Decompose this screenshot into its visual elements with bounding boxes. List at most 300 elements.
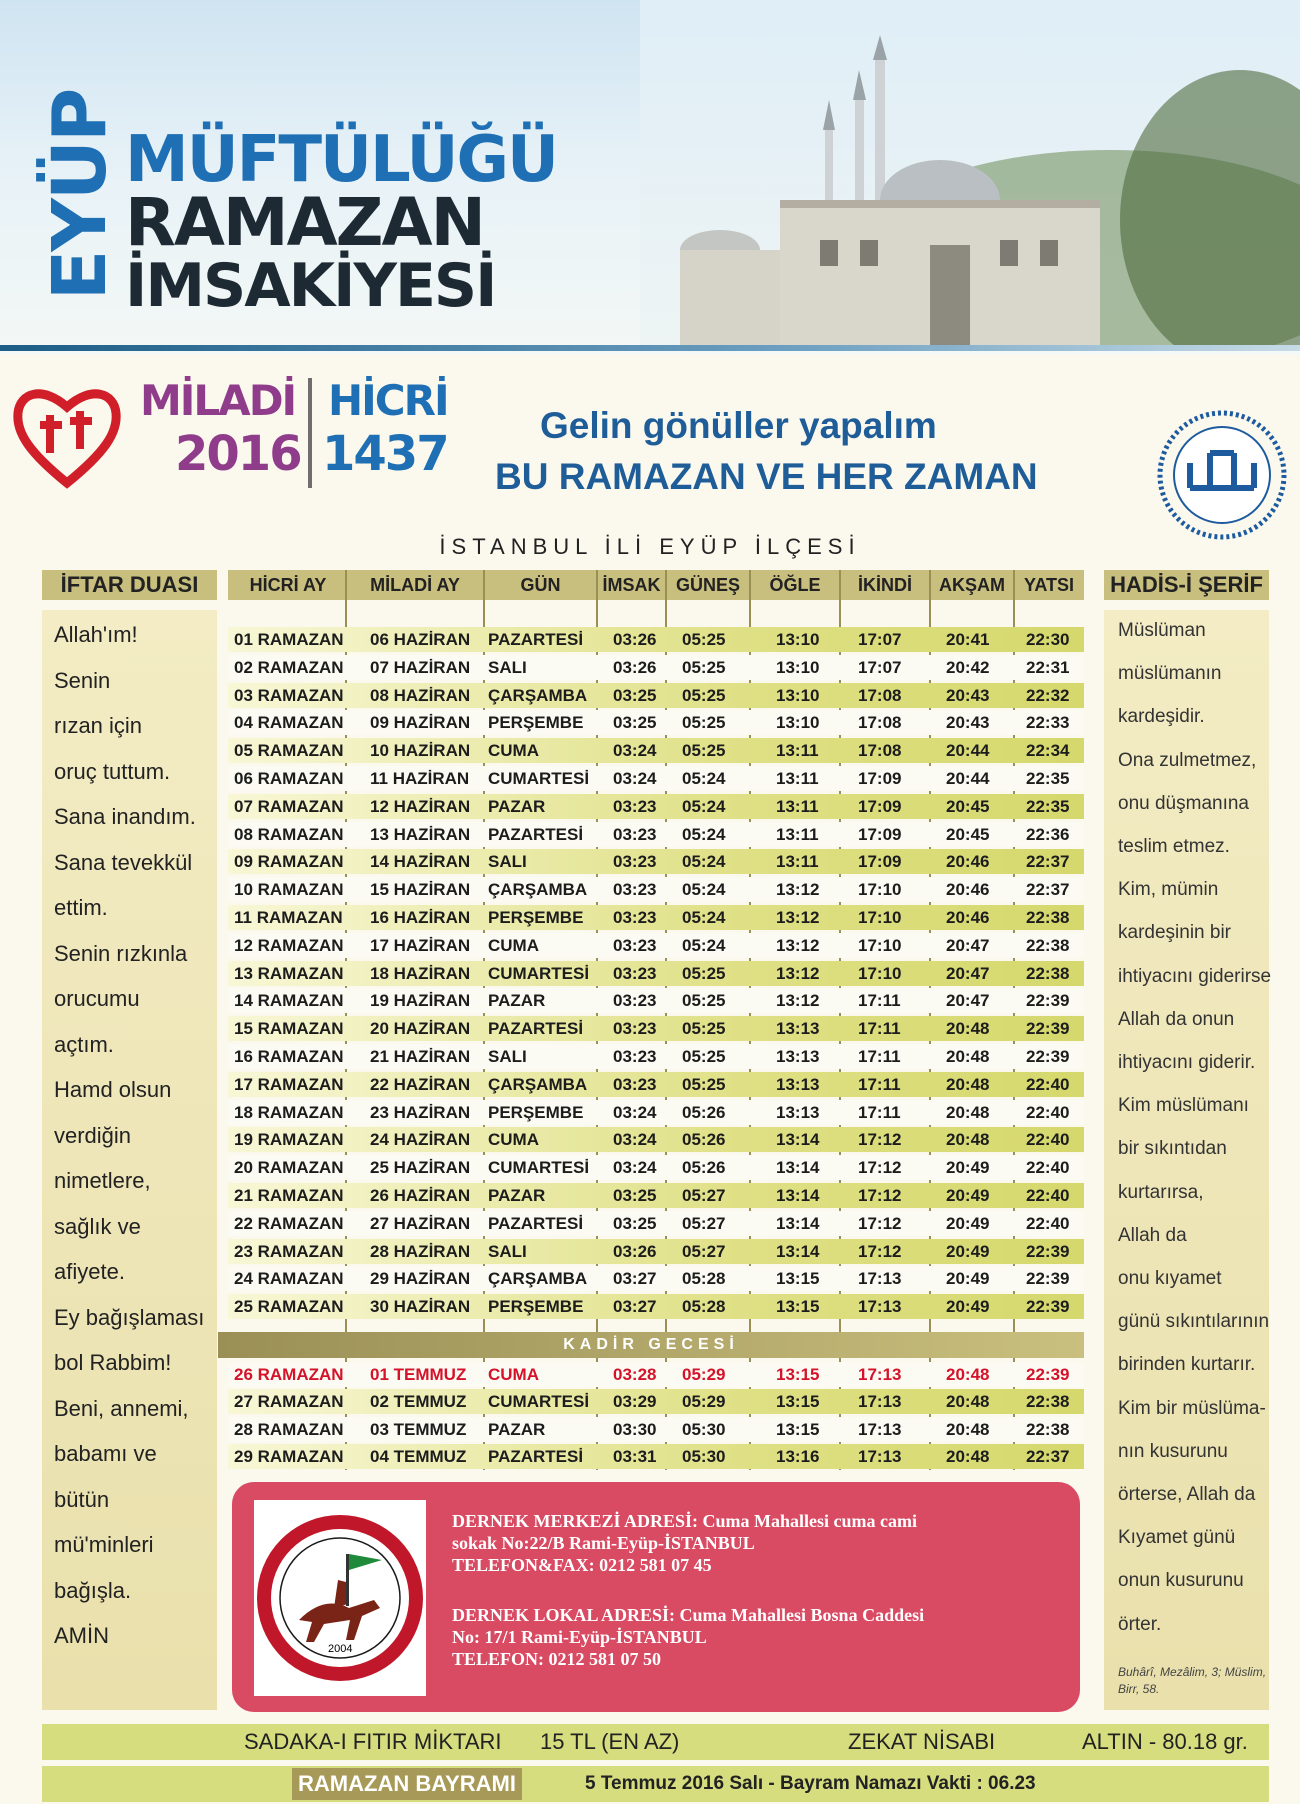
- table-cell: 03:26: [613, 657, 657, 677]
- table-cell: 03:29: [613, 1392, 657, 1412]
- table-cell: 17:09: [858, 796, 902, 816]
- table-row: [228, 1155, 1084, 1180]
- table-cell: 22:32: [1026, 685, 1070, 705]
- bayram-value: 5 Temmuz 2016 Salı - Bayram Namazı Vakti : 06.23: [585, 1773, 1036, 1794]
- table-cell: 17:07: [858, 630, 902, 649]
- info-line2: sokak No:22/B Rami-Eyüp-İSTANBUL: [452, 1533, 755, 1553]
- table-row: [228, 905, 1084, 930]
- table-cell: 05:24: [682, 935, 726, 955]
- table-cell: 03:25: [613, 713, 657, 733]
- table-cell: 03:23: [613, 796, 657, 816]
- table-cell: 13:12: [776, 880, 820, 900]
- title-muftulugu: MÜFTÜLÜĞÜ: [125, 123, 557, 197]
- table-cell: 20 RAMAZAN: [234, 1158, 344, 1178]
- iftar-duasi-line: Allah'ım!: [54, 622, 138, 647]
- table-cell: 17 HAZİRAN: [370, 935, 471, 955]
- table-cell: 22 HAZİRAN: [370, 1074, 471, 1094]
- page-subtitle: İSTANBUL İLİ EYÜP İLÇESİ: [439, 534, 861, 559]
- hadis-line: günü sıkıntılarının: [1118, 1311, 1270, 1333]
- table-cell: 03:28: [613, 1365, 657, 1384]
- table-cell: SALI: [488, 657, 527, 677]
- table-cell: 03:30: [613, 1419, 657, 1439]
- table-cell: 05:27: [682, 1213, 726, 1233]
- iftar-duasi-line: Hamd olsun: [54, 1077, 172, 1102]
- table-cell: 13:13: [776, 1047, 820, 1066]
- table-cell: 05:28: [682, 1269, 726, 1289]
- table-cell: 01 TEMMUZ: [370, 1365, 467, 1384]
- table-cell: ÇARŞAMBA: [488, 1074, 588, 1094]
- iftar-duasi-line: rızan için: [54, 713, 143, 738]
- table-cell: 29 HAZİRAN: [370, 1269, 471, 1289]
- table-cell: 14 HAZİRAN: [370, 852, 471, 872]
- mosque-illustration: [640, 0, 1300, 350]
- table-cell: 03:23: [613, 824, 657, 844]
- table-cell: 13:15: [776, 1365, 820, 1384]
- hadis-line: kurtarırsa,: [1118, 1181, 1204, 1203]
- title-eyup: EYÜP: [37, 89, 123, 301]
- table-cell: SALI: [488, 852, 527, 872]
- table-cell: 17:10: [858, 908, 902, 927]
- table-row: [228, 1183, 1084, 1208]
- slogan-line1: Gelin gönüller yapalım: [540, 405, 937, 446]
- table-cell: 20:49: [946, 1297, 990, 1317]
- table-cell: 13:11: [776, 824, 819, 844]
- table-cell: 03:23: [613, 880, 657, 900]
- table-cell: 22:39: [1026, 1019, 1070, 1039]
- table-cell: 22:37: [1026, 880, 1070, 900]
- table-cell: 20:48: [946, 1419, 990, 1439]
- table-cell: 03:23: [613, 991, 657, 1011]
- table-row: [228, 1100, 1084, 1125]
- table-cell: 16 HAZİRAN: [370, 908, 471, 927]
- table-cell: 20 HAZİRAN: [370, 1019, 471, 1039]
- table-row: [228, 1239, 1084, 1264]
- table-cell: PAZAR: [488, 796, 546, 816]
- table-cell: CUMARTESİ: [488, 963, 590, 983]
- iftar-duasi-line: sağlık ve: [54, 1213, 141, 1239]
- table-cell: 03:27: [613, 1269, 657, 1289]
- table-cell: 03:23: [613, 1074, 657, 1094]
- table-cell: 17:13: [858, 1297, 902, 1317]
- iftar-duasi-line: Ey bağışlaması: [54, 1304, 205, 1330]
- hadis-line: onu kıyamet: [1118, 1268, 1222, 1289]
- table-cell: 13:16: [776, 1447, 820, 1467]
- table-cell: 03:24: [613, 1102, 657, 1122]
- table-cell: 20:46: [946, 908, 990, 927]
- table-cell: 02 RAMAZAN: [234, 657, 344, 677]
- table-cell: 05:24: [682, 880, 726, 900]
- table-cell: PAZAR: [488, 991, 546, 1011]
- table-cell: 22:38: [1026, 1419, 1070, 1439]
- table-row: [228, 822, 1084, 847]
- table-cell: SALI: [488, 1047, 527, 1066]
- hadis-line: örter.: [1118, 1613, 1162, 1635]
- table-cell: 20:48: [946, 1047, 990, 1066]
- table-cell: 20:47: [946, 963, 990, 983]
- iftar-duasi-line: ettim.: [54, 895, 108, 920]
- table-cell: 13:10: [776, 630, 820, 649]
- table-row: [228, 655, 1084, 680]
- table-cell: 17:13: [858, 1447, 902, 1467]
- table-cell: 20:48: [946, 1447, 990, 1467]
- table-cell: 05:25: [682, 1047, 726, 1066]
- hadis-line: ihtiyacını giderir.: [1118, 1052, 1256, 1073]
- hadis-line: onu düşmanına: [1118, 792, 1249, 814]
- table-cell: 13:11: [776, 796, 819, 816]
- table-cell: PAZARTESİ: [488, 1213, 584, 1233]
- iftar-duasi-line: nimetlere,: [54, 1168, 151, 1193]
- hadis-source: Buhârî, Mezâlim, 3; Müslim, Birr, 58.: [1118, 1665, 1267, 1696]
- table-cell: 17:07: [858, 657, 902, 677]
- table-cell: 20:48: [946, 1365, 990, 1384]
- table-cell: 05:27: [682, 1241, 726, 1261]
- iftar-duasi-line: orucumu: [54, 986, 140, 1011]
- table-cell: PAZAR: [488, 1419, 546, 1439]
- table-cell: 03:25: [613, 1213, 657, 1233]
- table-header-cell: AKŞAM: [939, 575, 1005, 595]
- table-cell: 13:12: [776, 908, 820, 927]
- zekat-label: ZEKAT NİSABI: [848, 1729, 996, 1754]
- table-cell: 13:12: [776, 963, 820, 983]
- hadis-line: Kıyamet günü: [1118, 1527, 1236, 1549]
- table-cell: 17 RAMAZAN: [234, 1074, 344, 1094]
- hadis-line: bir sıkıntıdan: [1118, 1138, 1227, 1160]
- table-cell: 20:45: [946, 824, 990, 844]
- table-row: [228, 794, 1084, 819]
- table-cell: 22:40: [1026, 1130, 1070, 1150]
- table-row: [228, 877, 1084, 902]
- table-cell: 20:49: [946, 1269, 990, 1289]
- table-cell: 22:39: [1026, 1365, 1070, 1384]
- table-cell: 22:39: [1026, 1297, 1070, 1317]
- table-cell: 20:49: [946, 1186, 990, 1205]
- table-cell: 05:25: [682, 991, 726, 1011]
- table-cell: 17:10: [858, 880, 902, 900]
- hicri-year: 1437: [322, 426, 448, 482]
- table-cell: 13:15: [776, 1419, 820, 1439]
- table-cell: 13:12: [776, 935, 820, 955]
- table-cell: 17:11: [858, 1019, 901, 1039]
- table-cell: 09 HAZİRAN: [370, 713, 471, 733]
- table-row: [228, 1362, 1084, 1387]
- table-cell: 25 RAMAZAN: [234, 1297, 344, 1317]
- table-row: [228, 738, 1084, 763]
- info-line6: TELEFON: 0212 581 07 50: [452, 1649, 662, 1669]
- hadis-line: Müslüman: [1118, 620, 1206, 641]
- table-cell: 18 RAMAZAN: [234, 1102, 344, 1122]
- table-cell: CUMARTESİ: [488, 1158, 590, 1178]
- table-cell: 22:40: [1026, 1158, 1070, 1178]
- hadis-line: kardeşidir.: [1118, 706, 1205, 728]
- table-cell: 05:25: [682, 713, 726, 733]
- info-line3: TELEFON&FAX: 0212 581 07 45: [452, 1555, 712, 1575]
- year-divider: [308, 378, 312, 488]
- table-cell: 22:39: [1026, 1241, 1070, 1261]
- table-cell: 25 HAZİRAN: [370, 1158, 471, 1178]
- table-cell: CUMA: [488, 1130, 539, 1150]
- table-cell: 03:26: [613, 630, 657, 649]
- table-cell: 17:10: [858, 963, 902, 983]
- table-cell: 11 HAZİRAN: [370, 769, 470, 788]
- fitre-label: SADAKA-I FITIR MİKTARI: [244, 1729, 502, 1754]
- table-cell: 05:29: [682, 1392, 726, 1412]
- table-cell: 03:26: [613, 1241, 657, 1261]
- table-cell: ÇARŞAMBA: [488, 685, 588, 705]
- iftar-duasi-line: Senin rızkınla: [54, 940, 188, 966]
- table-cell: 20:48: [946, 1102, 990, 1122]
- info-line4: DERNEK LOKAL ADRESİ: Cuma Mahallesi Bosna Caddesi: [452, 1605, 925, 1625]
- table-cell: 03 RAMAZAN: [234, 685, 344, 705]
- table-cell: 05:27: [682, 1186, 726, 1205]
- table-cell: 03:23: [613, 1047, 657, 1066]
- table-row: [228, 1389, 1084, 1414]
- table-cell: PAZARTESİ: [488, 1447, 584, 1467]
- table-cell: 05:30: [682, 1447, 726, 1467]
- table-cell: 17:13: [858, 1269, 902, 1289]
- iftar-duasi-line: Senin: [54, 667, 111, 693]
- info-line5: No: 17/1 Rami-Eyüp-İSTANBUL: [452, 1627, 707, 1647]
- table-cell: 05:25: [682, 657, 726, 677]
- table-cell: 17:09: [858, 824, 902, 844]
- table-cell: 03:25: [613, 1186, 657, 1205]
- table-cell: PAZARTESİ: [488, 1019, 584, 1039]
- iftar-duasi-line: Sana tevekkül: [54, 849, 193, 875]
- table-cell: 04 TEMMUZ: [370, 1447, 467, 1467]
- table-row: [228, 627, 1084, 652]
- table-cell: 20:44: [946, 769, 990, 788]
- table-cell: 05:24: [682, 908, 726, 927]
- table-cell: 20:46: [946, 880, 990, 900]
- miladi-label: MİLADİ: [140, 376, 296, 425]
- table-cell: 22:38: [1026, 935, 1070, 955]
- table-cell: 05:30: [682, 1419, 726, 1439]
- miladi-year: 2016: [175, 426, 301, 482]
- table-cell: 20:47: [946, 991, 990, 1011]
- table-cell: 22:39: [1026, 991, 1070, 1011]
- table-cell: 10 RAMAZAN: [234, 880, 344, 900]
- table-cell: PERŞEMBE: [488, 1102, 584, 1122]
- table-cell: 20:49: [946, 1158, 990, 1178]
- table-cell: CUMA: [488, 741, 539, 761]
- table-cell: 06 HAZİRAN: [370, 630, 471, 649]
- iftar-duasi-line: AMİN: [54, 1623, 109, 1648]
- table-header-cell: İKİNDİ: [858, 575, 912, 595]
- table-row: [228, 710, 1084, 735]
- table-cell: 22:35: [1026, 796, 1070, 816]
- table-cell: 22:37: [1026, 1447, 1070, 1467]
- table-cell: 24 RAMAZAN: [234, 1269, 344, 1289]
- iftar-duasi-line: afiyete.: [54, 1259, 125, 1284]
- table-cell: 22:40: [1026, 1074, 1070, 1094]
- table-cell: 20:48: [946, 1074, 990, 1094]
- horseman-emblem-icon: [254, 1500, 426, 1696]
- kadir-gecesi-banner: KADİR GECESİ: [218, 1332, 1084, 1358]
- table-row: [228, 1072, 1084, 1097]
- hadis-line: onun kusurunu: [1118, 1570, 1244, 1592]
- table-row: [228, 933, 1084, 958]
- table-cell: 03:23: [613, 1019, 657, 1039]
- table-header-cell: ÖĞLE: [769, 575, 821, 595]
- table-cell: 13:10: [776, 685, 820, 705]
- table-cell: 06 RAMAZAN: [234, 769, 344, 788]
- table-cell: 05:25: [682, 685, 726, 705]
- table-cell: 19 HAZİRAN: [370, 991, 471, 1011]
- table-cell: 05:25: [682, 741, 726, 761]
- table-cell: 17:12: [858, 1241, 902, 1261]
- iftar-duasi-line: verdiğin: [54, 1122, 132, 1148]
- table-cell: 05:24: [682, 824, 726, 844]
- table-cell: 22:40: [1026, 1102, 1070, 1122]
- table-cell: 27 HAZİRAN: [370, 1213, 471, 1233]
- hadis-line: ihtiyacını giderirse: [1118, 965, 1272, 987]
- table-row: [228, 1417, 1084, 1442]
- table-cell: 08 HAZİRAN: [370, 685, 471, 705]
- table-cell: 22:34: [1026, 741, 1070, 761]
- table-cell: 03:24: [613, 769, 657, 788]
- table-cell: 13:10: [776, 713, 820, 733]
- table-cell: CUMA: [488, 1365, 539, 1384]
- table-cell: 20:43: [946, 685, 990, 705]
- table-cell: 17:11: [858, 991, 901, 1011]
- table-cell: 17:09: [858, 852, 902, 872]
- table-cell: 22:31: [1026, 657, 1070, 677]
- table-cell: 13 RAMAZAN: [234, 963, 344, 983]
- table-cell: 20:48: [946, 1130, 990, 1150]
- table-header-cell: YATSI: [1023, 575, 1075, 595]
- hadis-line: müslümanın: [1118, 663, 1222, 685]
- table-cell: 22:40: [1026, 1186, 1070, 1205]
- zekat-value: ALTIN - 80.18 gr.: [1082, 1729, 1248, 1754]
- table-row: [228, 1266, 1084, 1291]
- table-cell: 17:13: [858, 1392, 902, 1412]
- iftar-duasi-title: İFTAR DUASI: [42, 570, 217, 600]
- table-cell: 20:43: [946, 713, 990, 733]
- table-cell: 19 RAMAZAN: [234, 1130, 344, 1150]
- table-header-cell: HİCRİ AY: [249, 575, 327, 595]
- table-cell: 17:11: [858, 1047, 901, 1066]
- table-cell: 13:13: [776, 1019, 820, 1039]
- iftar-duasi-line: bağışla.: [54, 1577, 132, 1603]
- table-cell: 20:49: [946, 1213, 990, 1233]
- table-cell: 17:12: [858, 1130, 902, 1150]
- table-cell: 17:13: [858, 1419, 902, 1439]
- table-cell: 05:29: [682, 1365, 726, 1384]
- diyanet-logo-icon: [1155, 408, 1289, 542]
- iftar-duasi-line: babamı ve: [54, 1441, 157, 1466]
- info-line1: DERNEK MERKEZİ ADRESİ: Cuma Mahallesi cuma cami: [452, 1511, 918, 1531]
- table-row: [228, 961, 1084, 986]
- table-cell: 20:48: [946, 1392, 990, 1412]
- table-cell: 03:31: [613, 1447, 657, 1467]
- table-cell: 03:23: [613, 852, 657, 872]
- table-cell: 13:14: [776, 1186, 820, 1205]
- table-cell: 22:38: [1026, 1392, 1070, 1412]
- hadis-line: kardeşinin bir: [1118, 922, 1231, 944]
- table-cell: 16 RAMAZAN: [234, 1047, 344, 1066]
- table-cell: 05:25: [682, 1074, 726, 1094]
- table-cell: 13 HAZİRAN: [370, 824, 471, 844]
- iftar-duasi-line: bütün: [54, 1486, 110, 1512]
- table-cell: 20:45: [946, 796, 990, 816]
- table-cell: PERŞEMBE: [488, 908, 584, 927]
- table-header-cell: GÜNEŞ: [675, 575, 740, 595]
- table-row: [228, 683, 1084, 708]
- iftar-duasi-line: bol Rabbim!: [54, 1350, 172, 1375]
- hicri-label: HİCRİ: [328, 376, 448, 425]
- table-cell: 17:12: [858, 1213, 902, 1233]
- table-cell: 07 RAMAZAN: [234, 796, 344, 816]
- hadis-line: Ona zulmetmez,: [1118, 749, 1257, 771]
- table-cell: 17:08: [858, 741, 902, 761]
- iftar-duasi-line: oruç tuttum.: [54, 758, 171, 784]
- table-cell: 01 RAMAZAN: [234, 630, 344, 649]
- table-cell: 13:14: [776, 1241, 820, 1261]
- table-cell: 03:23: [613, 963, 657, 983]
- table-cell: 17:08: [858, 713, 902, 733]
- hadis-line: Kim müslümanı: [1118, 1095, 1249, 1117]
- table-cell: 26 RAMAZAN: [234, 1365, 344, 1384]
- hadis-line: Kim, mümin: [1118, 879, 1219, 901]
- table-cell: 20:49: [946, 1241, 990, 1261]
- table-cell: CUMA: [488, 935, 539, 955]
- table-cell: 20:47: [946, 935, 990, 955]
- table-cell: 22:37: [1026, 852, 1070, 872]
- table-cell: 14 RAMAZAN: [234, 991, 344, 1011]
- table-cell: 13:12: [776, 991, 820, 1011]
- table-cell: 21 RAMAZAN: [234, 1186, 344, 1205]
- table-cell: 03:25: [613, 685, 657, 705]
- table-cell: 24 HAZİRAN: [370, 1130, 471, 1150]
- table-cell: PERŞEMBE: [488, 1297, 584, 1317]
- iftar-duasi-line: Beni, annemi,: [54, 1395, 189, 1421]
- table-header-cell: İMSAK: [602, 575, 661, 595]
- table-cell: 03:23: [613, 935, 657, 955]
- table-cell: CUMARTESİ: [488, 769, 590, 788]
- table-cell: 13:14: [776, 1158, 820, 1178]
- table-cell: 22:38: [1026, 963, 1070, 983]
- hadis-line: Allah da onun: [1118, 1008, 1235, 1030]
- table-cell: 22:36: [1026, 824, 1070, 844]
- title-imsakiyesi: İMSAKİYESİ: [125, 251, 496, 321]
- table-row: [228, 849, 1084, 874]
- table-cell: 18 HAZİRAN: [370, 963, 471, 983]
- table-cell: SALI: [488, 1241, 527, 1261]
- table-cell: 13:13: [776, 1074, 820, 1094]
- iftar-duasi-line: açtım.: [54, 1031, 114, 1057]
- table-cell: 12 RAMAZAN: [234, 935, 344, 955]
- table-cell: 13:15: [776, 1297, 820, 1317]
- fitre-value: 15 TL (EN AZ): [540, 1729, 680, 1754]
- table-cell: PAZARTESİ: [488, 824, 584, 844]
- association-logo: [254, 1500, 426, 1696]
- table-cell: 20:46: [946, 852, 990, 872]
- table-cell: 09 RAMAZAN: [234, 852, 344, 872]
- hadis-line: Allah da: [1118, 1224, 1187, 1246]
- table-cell: 20:42: [946, 657, 990, 677]
- table-cell: 13:14: [776, 1130, 820, 1150]
- table-cell: 17:11: [858, 1074, 901, 1094]
- logo-year: 2004: [328, 1643, 353, 1655]
- iftar-duasi-line: mü'minleri: [54, 1532, 154, 1557]
- table-row: [228, 1016, 1084, 1041]
- table-cell: 28 RAMAZAN: [234, 1419, 344, 1439]
- title-ramazan: RAMAZAN: [125, 184, 484, 261]
- table-row: [228, 1127, 1084, 1152]
- table-row: [228, 1044, 1084, 1069]
- table-cell: 08 RAMAZAN: [234, 824, 344, 844]
- hadis-line: nın kusurunu: [1118, 1440, 1228, 1462]
- table-cell: 10 HAZİRAN: [370, 741, 471, 761]
